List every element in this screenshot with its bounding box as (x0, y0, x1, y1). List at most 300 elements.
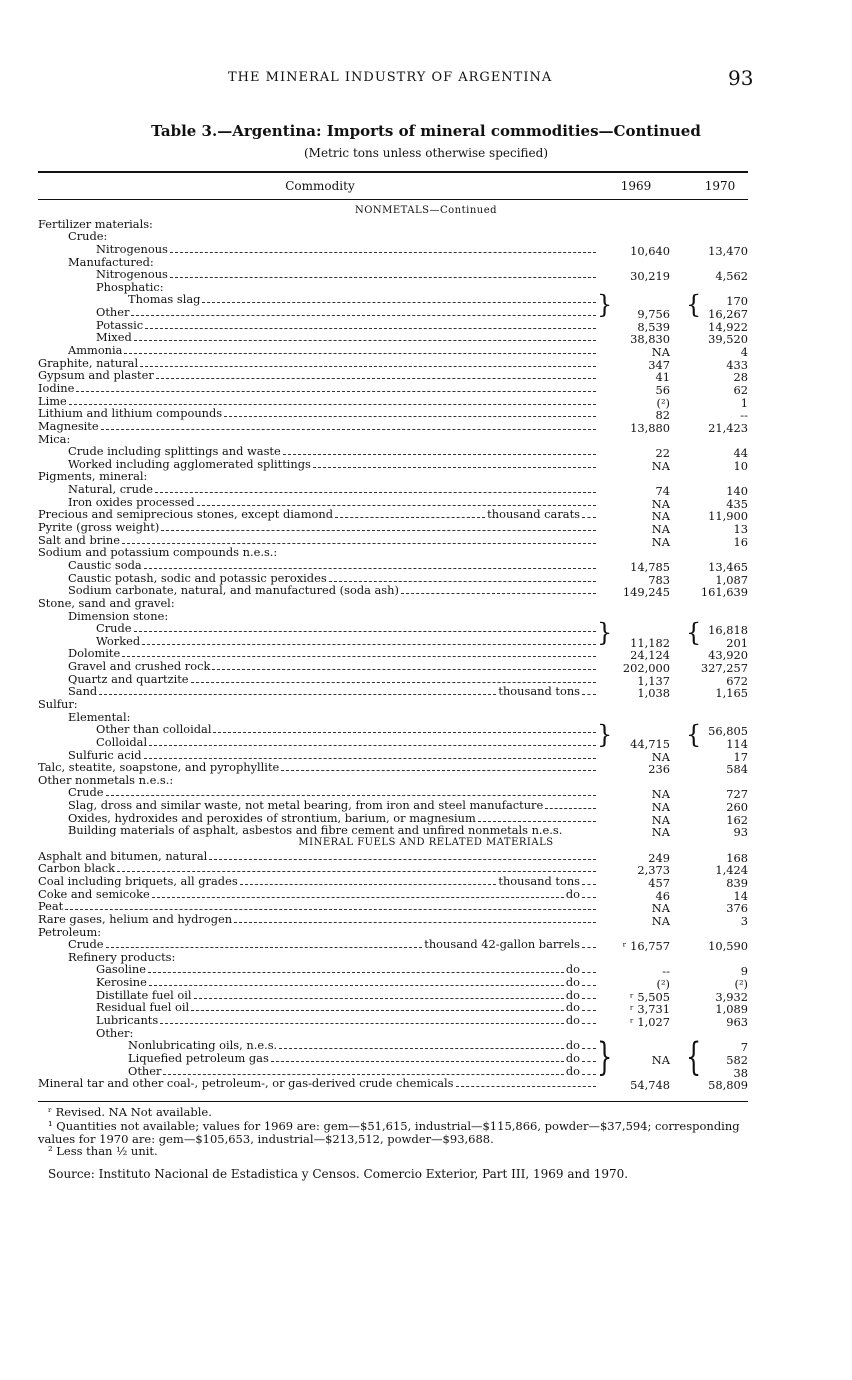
commodity-label: Gravel and crushed rock (68, 659, 211, 674)
commodity-label: Colloidal (96, 734, 148, 749)
value-1969: 24,124 (630, 648, 670, 663)
source-note: Source: Instituto Nacional de Estadistica y Censos. Comercio Exterior, Part III, 1969 and 1970. (48, 1167, 629, 1181)
table-row (0, 305, 852, 322)
value-1969: NA (651, 749, 670, 764)
commodity-label: Gypsum and plaster (38, 368, 154, 383)
value-1969: 74 (655, 484, 670, 499)
commodity-label: Crude (68, 785, 104, 800)
dot-leader (582, 1040, 596, 1049)
dot-leader (161, 522, 596, 531)
value-1970: 7 (740, 1040, 748, 1055)
value-1969: 9,756 (637, 307, 670, 322)
value-1970: 58,809 (708, 1078, 748, 1093)
value-1970: 582 (726, 1052, 748, 1067)
table-header-rule (38, 199, 748, 200)
value-1969: 56 (655, 382, 670, 397)
value-1969: NA (651, 800, 670, 815)
value-1970: 433 (726, 357, 748, 372)
right-brace: } (597, 289, 613, 319)
commodity-label: Dolomite (68, 646, 121, 661)
dot-leader (106, 939, 423, 948)
value-1969: (²) (656, 977, 670, 992)
unit-label: do (565, 1000, 580, 1015)
value-1970: 727 (726, 787, 748, 802)
table-bottom-rule (38, 1101, 748, 1102)
footnote-2: ² Less than ½ unit. (48, 1144, 158, 1158)
dot-leader (101, 421, 596, 430)
dot-leader (582, 939, 596, 948)
commodity-label: Mica: (38, 431, 71, 446)
value-1970: 38 (733, 1065, 748, 1080)
commodity-label: Talc, steatite, soapstone, and pyrophyllite (38, 760, 280, 775)
table-row (0, 722, 852, 739)
value-1969: NA (651, 458, 670, 473)
dot-leader (152, 889, 564, 898)
value-1970: 14 (733, 888, 748, 903)
commodity-label: Other (96, 305, 130, 320)
commodity-label: Distillate fuel oil (96, 987, 192, 1002)
table-row (0, 597, 852, 610)
dot-leader (271, 1053, 564, 1062)
commodity-label: Sulfuric acid (68, 747, 142, 762)
table-row (0, 875, 852, 888)
table-row (0, 774, 852, 787)
table-row (0, 798, 852, 815)
value-1970: 13,465 (708, 559, 748, 574)
value-1970: 93 (733, 825, 748, 840)
value-1970: 62 (733, 382, 748, 397)
dot-leader (313, 459, 596, 468)
value-1969: 30,219 (630, 269, 670, 284)
value-1970: 963 (726, 1015, 748, 1029)
value-1969: ʳ 16,757 (622, 939, 670, 954)
left-brace: { (686, 289, 702, 319)
value-1970: 21,423 (708, 420, 748, 435)
dot-leader (160, 1015, 564, 1024)
commodity-label: Residual fuel oil (96, 1000, 190, 1015)
table-row (0, 673, 852, 686)
table-row (0, 659, 852, 676)
commodity-label: Slag, dross and similar waste, not metal bearing, from iron and steel manufacture (68, 798, 544, 813)
dot-leader (545, 800, 596, 809)
value-1969: NA (651, 509, 670, 524)
table-row (0, 698, 852, 711)
value-1970: 376 (726, 901, 748, 916)
value-1970: 327,257 (700, 661, 748, 676)
dot-leader (212, 661, 596, 670)
dot-leader (145, 320, 596, 329)
value-1969: NA (651, 901, 670, 916)
table-subtitle: (Metric tons unless otherwise specified) (303, 146, 549, 160)
table-row (0, 243, 852, 256)
section-heading: NONMETALS—Continued (354, 205, 498, 216)
dot-leader (240, 876, 497, 885)
value-1970: 161,639 (700, 585, 748, 600)
unit-label: thousand carats (487, 507, 580, 522)
section-heading-row (0, 205, 852, 218)
value-1970: 584 (726, 762, 748, 777)
value-1969: -- (662, 964, 670, 979)
value-1970: 1,089 (715, 1002, 748, 1017)
right-brace: } (597, 719, 613, 749)
value-1969: (²) (656, 395, 670, 410)
commodity-label: Crude including splittings and waste (68, 444, 281, 459)
commodity-label: Graphite, natural (38, 355, 139, 370)
value-1970: 4,562 (715, 269, 748, 284)
dot-leader (283, 446, 596, 455)
value-1970: 4 (740, 345, 748, 360)
value-1969: 41 (655, 370, 670, 385)
commodity-label: Thomas slag (128, 292, 201, 307)
table-row (0, 684, 852, 701)
value-1970: 201 (726, 635, 748, 650)
value-1970: 17 (733, 749, 748, 764)
table-row (0, 913, 852, 926)
value-1970: 672 (726, 673, 748, 688)
table-row (0, 888, 852, 901)
commodity-label: Natural, crude (68, 482, 153, 497)
commodity-label: Iron oxides processed (68, 494, 195, 509)
dot-leader (281, 762, 596, 771)
value-1969: 46 (655, 888, 670, 903)
commodity-label: Lithium and lithium compounds (38, 406, 223, 421)
commodity-label: Worked including agglomerated splittings (68, 456, 311, 471)
dot-leader (209, 851, 596, 860)
value-1970: 11,900 (708, 509, 748, 524)
value-1969: 1,137 (637, 673, 670, 688)
table-row (0, 899, 852, 916)
table-row (0, 583, 852, 600)
value-1969: 8,539 (637, 319, 670, 334)
value-1969: ʳ 5,505 (629, 989, 670, 1004)
commodity-label: Stone, sand and gravel: (38, 595, 175, 610)
value-1969: NA (651, 522, 670, 537)
value-1969: NA (651, 812, 670, 827)
value-1969: 54,748 (630, 1078, 670, 1093)
value-1969: 13,880 (630, 420, 670, 435)
value-1970: 260 (726, 800, 748, 815)
dot-leader (156, 370, 596, 379)
column-header-1970: 1970 (704, 179, 736, 193)
value-1970: 28 (733, 370, 748, 385)
table-row (0, 520, 852, 537)
commodity-label: Sodium and potassium compounds n.e.s.: (38, 545, 278, 560)
value-1969: 44,715 (630, 736, 670, 751)
table-row (0, 368, 852, 385)
table-row (0, 444, 852, 461)
commodity-label: Pigments, mineral: (38, 469, 148, 484)
left-brace: { (686, 1034, 702, 1079)
commodity-label: Potassic (96, 317, 144, 332)
right-brace: } (597, 618, 613, 648)
value-1970: 13 (733, 522, 748, 537)
section-heading: MINERAL FUELS AND RELATED MATERIALS (298, 837, 554, 849)
table-row (0, 218, 852, 231)
dot-leader (65, 901, 596, 910)
value-1969: 10,640 (630, 243, 670, 258)
table-row (0, 1014, 852, 1027)
table-row (0, 975, 852, 992)
table-row (0, 937, 852, 954)
dot-leader (149, 977, 564, 986)
unit-label: thousand tons (498, 684, 580, 699)
value-1970: 1,165 (715, 686, 748, 701)
commodity-label: Building materials of asphalt, asbestos and fibre cement and unfired nonmetals n.e.s. (68, 823, 563, 838)
table-top-rule (38, 171, 748, 173)
commodity-label: Petroleum: (38, 924, 102, 939)
footnote-revised: ʳ Revised. NA Not available. (48, 1105, 212, 1119)
commodity-label: Mixed (96, 330, 132, 345)
value-1969: ʳ 1,027 (629, 1015, 670, 1029)
value-1969: 2,373 (637, 863, 670, 878)
commodity-label: Dimension stone: (68, 608, 169, 623)
footnote-1: ¹ Quantities not available; values for 1969 are: gem—$51,615, industrial—$115,866, powder—$37,594; corresponding values for 1970 are: gem—$105,653, industrial—$213,512, powder—$93,688. (38, 1119, 740, 1146)
dot-leader (191, 1002, 564, 1011)
dot-leader (582, 876, 596, 885)
dot-leader (69, 396, 596, 405)
dot-leader (163, 1066, 563, 1075)
commodity-label: Nitrogenous (96, 267, 168, 282)
commodity-label: Peat (38, 899, 64, 914)
commodity-label: Salt and brine (38, 532, 120, 547)
value-1970: 9 (740, 964, 748, 979)
commodity-label: Oxides, hydroxides and peroxides of strontium, barium, or magnesium (68, 810, 476, 825)
value-1970: 168 (726, 850, 748, 865)
value-1969: 202,000 (622, 661, 670, 676)
value-1970: 170 (726, 294, 748, 309)
unit-label: thousand tons (498, 873, 580, 888)
value-1970: (²) (734, 977, 748, 992)
commodity-label: Carbon black (38, 861, 116, 876)
commodity-label: Gasoline (96, 962, 146, 977)
commodity-label: Other nonmetals n.e.s.: (38, 772, 174, 787)
commodity-label: Asphalt and bitumen, natural (38, 848, 208, 863)
commodity-label: Crude (68, 937, 104, 952)
unit-label: do (565, 1050, 580, 1065)
page-number: 93 (728, 66, 754, 90)
dot-leader (194, 990, 564, 999)
commodity-label: Coke and semicoke (38, 886, 150, 901)
commodity-label: Elemental: (68, 709, 131, 724)
table-title: Table 3.—Argentina: Imports of mineral commodities—Continued (151, 122, 701, 140)
dot-leader (582, 1002, 596, 1011)
table-row (0, 482, 852, 499)
table-row (0, 850, 852, 863)
commodity-label: Crude (96, 621, 132, 636)
value-1970: 1,424 (715, 863, 748, 878)
dot-leader (170, 269, 596, 278)
commodity-label: Iodine (38, 380, 75, 395)
value-1969: 22 (655, 446, 670, 461)
dot-leader (582, 686, 596, 695)
dot-leader (582, 1015, 596, 1024)
right-brace: } (597, 1034, 613, 1079)
value-1970: 162 (726, 812, 748, 827)
commodity-label: Refinery products: (68, 949, 176, 964)
dot-leader (582, 977, 596, 986)
unit-label: do (565, 1038, 580, 1053)
dot-leader (155, 484, 596, 493)
commodity-label: Rare gases, helium and hydrogen (38, 911, 233, 926)
table-row (0, 382, 852, 395)
value-1970: 3,932 (715, 989, 748, 1004)
value-1970: 16,818 (708, 623, 748, 638)
dot-leader (582, 1066, 596, 1075)
value-1970: 56,805 (708, 724, 748, 739)
commodity-label: Sand (68, 684, 98, 699)
section-heading-row (0, 837, 852, 850)
value-1969: 347 (648, 357, 670, 372)
dot-leader (122, 535, 596, 544)
dot-leader (456, 1078, 596, 1087)
commodity-label: Liquefied petroleum gas (128, 1050, 269, 1065)
commodity-label: Phosphatic: (96, 279, 164, 294)
value-1969: NA (651, 1052, 670, 1067)
commodity-label: Other: (96, 1025, 134, 1040)
dot-leader (144, 560, 596, 569)
value-1969: NA (651, 913, 670, 928)
dot-leader (279, 1040, 564, 1049)
dot-leader (131, 307, 596, 316)
value-1969: NA (651, 345, 670, 360)
value-1970: 16,267 (708, 307, 748, 322)
value-1969: NA (651, 496, 670, 511)
value-1969: NA (651, 825, 670, 840)
dot-leader (582, 509, 596, 518)
unit-label: thousand 42-gallon barrels (424, 937, 580, 952)
column-header-commodity: Commodity (285, 179, 355, 193)
left-brace: { (686, 719, 702, 749)
commodity-label: Crude: (68, 229, 108, 244)
commodity-label: Coal including briquets, all grades (38, 873, 238, 888)
table-row (0, 559, 852, 572)
dot-leader (582, 1053, 596, 1062)
value-1970: -- (740, 408, 748, 423)
dot-leader (117, 863, 596, 872)
value-1969: NA (651, 534, 670, 549)
unit-label: do (565, 1013, 580, 1027)
value-1969: 149,245 (622, 585, 670, 600)
dot-leader (134, 623, 596, 632)
commodity-label: Precious and semiprecious stones, except diamond (38, 507, 333, 522)
dot-leader (213, 724, 596, 733)
value-1969: 1,038 (637, 686, 670, 701)
dot-leader (106, 787, 596, 796)
commodity-label: Sulfur: (38, 696, 78, 711)
value-1970: 44 (733, 446, 748, 461)
value-1970: 39,520 (708, 332, 748, 347)
dot-leader (335, 509, 485, 518)
dot-leader (191, 674, 596, 683)
commodity-label: Nonlubricating oils, n.e.s. (128, 1038, 278, 1053)
dot-leader (124, 345, 596, 354)
unit-label: do (565, 886, 580, 901)
value-1969: 11,182 (630, 635, 670, 650)
dot-leader (122, 648, 596, 657)
value-1969: ʳ 3,731 (629, 1002, 670, 1017)
left-brace: { (686, 618, 702, 648)
dot-leader (76, 383, 596, 392)
commodity-label: Magnesite (38, 418, 99, 433)
commodity-label: Kerosine (96, 975, 147, 990)
table-row (0, 343, 852, 360)
table-row (0, 406, 852, 423)
table-row (0, 823, 852, 840)
table-row (0, 1052, 852, 1065)
commodity-label: Quartz and quartzite (68, 671, 189, 686)
table-row (0, 330, 852, 347)
commodity-label: Other (128, 1063, 162, 1078)
value-1970: 1 (740, 395, 748, 410)
value-1970: 839 (726, 875, 748, 890)
table-row (0, 1076, 852, 1093)
value-1970: 435 (726, 496, 748, 511)
table-row (0, 267, 852, 284)
unit-label: do (565, 1063, 580, 1078)
value-1969: 82 (655, 408, 670, 423)
value-1970: 14,922 (708, 319, 748, 334)
value-1970: 114 (726, 736, 748, 751)
dot-leader (149, 737, 596, 746)
value-1970: 3 (740, 913, 748, 928)
dot-leader (582, 964, 596, 973)
commodity-label: Caustic potash, sodic and potassic peroxides (68, 570, 327, 585)
table-body (0, 205, 852, 1093)
dot-leader (197, 497, 596, 506)
commodity-label: Manufactured: (68, 254, 154, 269)
running-title: THE MINERAL INDUSTRY OF ARGENTINA (228, 70, 553, 85)
table-row (0, 736, 852, 749)
dot-leader (401, 585, 596, 594)
unit-label: do (565, 975, 580, 990)
dot-leader (234, 914, 596, 923)
dot-leader (582, 889, 596, 898)
dot-leader (144, 750, 596, 759)
table-row (0, 635, 852, 648)
commodity-label: Fertilizer materials: (38, 216, 153, 231)
value-1970: 10 (733, 458, 748, 473)
value-1970: 16 (733, 534, 748, 549)
table-row (0, 420, 852, 433)
dot-leader (140, 358, 596, 367)
value-1969: 249 (648, 850, 670, 865)
dot-leader (99, 686, 496, 695)
commodity-label: Worked (96, 633, 141, 648)
commodity-label: Lime (38, 393, 67, 408)
commodity-label: Pyrite (gross weight) (38, 520, 160, 535)
table-row (0, 621, 852, 638)
commodity-label: Lubricants (96, 1013, 159, 1027)
value-1969: 457 (648, 875, 670, 890)
commodity-label: Nitrogenous (96, 241, 168, 256)
value-1970: 13,470 (708, 243, 748, 258)
value-1970: 43,920 (708, 648, 748, 663)
unit-label: do (565, 962, 580, 977)
table-row (0, 760, 852, 777)
commodity-label: Other than colloidal (96, 722, 212, 737)
dot-leader (202, 294, 596, 303)
value-1970: 10,590 (708, 939, 748, 954)
value-1969: 783 (648, 572, 670, 587)
value-1970: 1,087 (715, 572, 748, 587)
value-1970: 140 (726, 484, 748, 499)
dot-leader (142, 636, 596, 645)
dot-leader (224, 408, 596, 417)
value-1969: 236 (648, 762, 670, 777)
dot-leader (134, 332, 596, 341)
commodity-label: Sodium carbonate, natural, and manufactured (soda ash) (68, 583, 399, 598)
value-1969: 38,830 (630, 332, 670, 347)
